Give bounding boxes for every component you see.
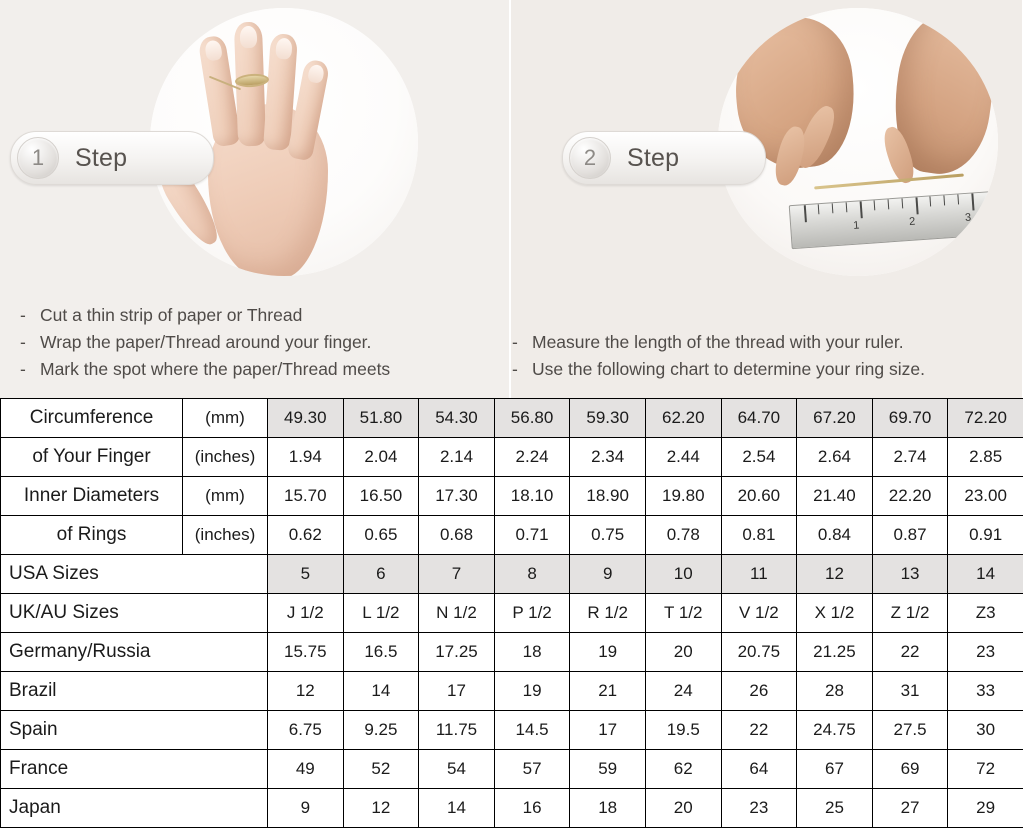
- cell: 19: [494, 672, 570, 711]
- cell: Z3: [948, 594, 1023, 633]
- cell: 19: [570, 633, 646, 672]
- cell: 2.24: [494, 438, 570, 477]
- row-label: Inner Diameters: [1, 477, 183, 516]
- cell: 15.70: [268, 477, 344, 516]
- cell: 33: [948, 672, 1023, 711]
- cell: 23: [948, 633, 1023, 672]
- cell: 20: [645, 789, 721, 828]
- cell: 14: [419, 789, 495, 828]
- cell: 64: [721, 750, 797, 789]
- dash-bullet-icon: -: [20, 357, 40, 382]
- cell: 15.75: [268, 633, 344, 672]
- cell: 16.5: [343, 633, 419, 672]
- instruction-text: Measure the length of the thread with your ruler.: [532, 332, 904, 352]
- cell: 54: [419, 750, 495, 789]
- cell: P 1/2: [494, 594, 570, 633]
- row-label-usa: USA Sizes: [1, 555, 268, 594]
- cell: 14: [343, 672, 419, 711]
- cell: 30: [948, 711, 1023, 750]
- row-unit: (inches): [183, 438, 268, 477]
- table-row: [1, 672, 1023, 711]
- cell: 5: [268, 555, 344, 594]
- cell: 11: [721, 555, 797, 594]
- table-body: [1, 399, 1023, 828]
- row-unit: (inches): [183, 516, 268, 555]
- ruler-number: 1: [853, 219, 860, 231]
- fingernail-icon: [240, 26, 258, 49]
- step-1-instructions: [20, 303, 390, 384]
- cell: 67.20: [797, 399, 873, 438]
- cell: 67: [797, 750, 873, 789]
- cell: 19.5: [645, 711, 721, 750]
- cell: 31: [872, 672, 948, 711]
- cell: 22: [721, 711, 797, 750]
- cell: 2.14: [419, 438, 495, 477]
- cell: 20.60: [721, 477, 797, 516]
- cell: 6: [343, 555, 419, 594]
- instruction-line: [512, 330, 925, 355]
- cell: 56.80: [494, 399, 570, 438]
- instruction-text: Wrap the paper/Thread around your finger.: [40, 332, 371, 352]
- cell: 14.5: [494, 711, 570, 750]
- cell: 16.50: [343, 477, 419, 516]
- cell: 12: [343, 789, 419, 828]
- cell: 13: [872, 555, 948, 594]
- cell: 9: [268, 789, 344, 828]
- ruler-number: 3: [965, 212, 972, 224]
- row-unit: (mm): [183, 399, 268, 438]
- cell: 2.54: [721, 438, 797, 477]
- cell: 16: [494, 789, 570, 828]
- cell: 69: [872, 750, 948, 789]
- step-label-2: Step: [627, 144, 679, 173]
- cell: 51.80: [343, 399, 419, 438]
- cell: 0.62: [268, 516, 344, 555]
- cell: 11.75: [419, 711, 495, 750]
- dash-bullet-icon: -: [20, 330, 40, 355]
- cell: 54.30: [419, 399, 495, 438]
- cell: 9: [570, 555, 646, 594]
- table-row: [1, 555, 1023, 594]
- cell: V 1/2: [721, 594, 797, 633]
- instruction-line: [20, 357, 390, 382]
- step-number-1: 1: [17, 137, 59, 179]
- cell: 57: [494, 750, 570, 789]
- cell: 69.70: [872, 399, 948, 438]
- cell: 27.5: [872, 711, 948, 750]
- row-label-uk-au: UK/AU Sizes: [1, 594, 268, 633]
- cell: 2.44: [645, 438, 721, 477]
- cell: 18: [494, 633, 570, 672]
- cell: 72.20: [948, 399, 1023, 438]
- row-label: Circumference: [1, 399, 183, 438]
- cell: 6.75: [268, 711, 344, 750]
- dash-bullet-icon: -: [512, 357, 532, 382]
- cell: 59: [570, 750, 646, 789]
- cell: 20: [645, 633, 721, 672]
- cell: 21.25: [797, 633, 873, 672]
- step-2-instructions: [512, 330, 925, 384]
- table-row: [1, 789, 1023, 828]
- cell: 12: [797, 555, 873, 594]
- cell: 0.87: [872, 516, 948, 555]
- step-panel-1: [0, 0, 511, 398]
- ring-size-table: [0, 398, 1023, 828]
- fingernail-icon: [306, 63, 324, 84]
- cell: 18.90: [570, 477, 646, 516]
- dash-bullet-icon: -: [20, 303, 40, 328]
- cell: 28: [797, 672, 873, 711]
- cell: 0.84: [797, 516, 873, 555]
- cell: 0.71: [494, 516, 570, 555]
- table-row: [1, 399, 1023, 438]
- cell: 14: [948, 555, 1023, 594]
- row-label-spain: Spain: [1, 711, 268, 750]
- fingernail-icon: [275, 38, 293, 60]
- cell: 2.74: [872, 438, 948, 477]
- cell: 12: [268, 672, 344, 711]
- cell: 0.65: [343, 516, 419, 555]
- cell: 29: [948, 789, 1023, 828]
- cell: R 1/2: [570, 594, 646, 633]
- cell: 20.75: [721, 633, 797, 672]
- table-row: [1, 750, 1023, 789]
- cell: 18: [570, 789, 646, 828]
- steps-section: [0, 0, 1023, 398]
- cell: 23.00: [948, 477, 1023, 516]
- table-row: [1, 711, 1023, 750]
- cell: 22.20: [872, 477, 948, 516]
- cell: 62.20: [645, 399, 721, 438]
- cell: 2.85: [948, 438, 1023, 477]
- table-row: [1, 477, 1023, 516]
- cell: 17: [419, 672, 495, 711]
- cell: 62: [645, 750, 721, 789]
- cell: 21.40: [797, 477, 873, 516]
- row-label-germany-russia: Germany/Russia: [1, 633, 268, 672]
- cell: 0.81: [721, 516, 797, 555]
- cell: 59.30: [570, 399, 646, 438]
- row-label-brazil: Brazil: [1, 672, 268, 711]
- cell: Z 1/2: [872, 594, 948, 633]
- step-number-2: 2: [569, 137, 611, 179]
- instruction-line: [20, 330, 390, 355]
- cell: 17.30: [419, 477, 495, 516]
- cell: 49.30: [268, 399, 344, 438]
- cell: 2.04: [343, 438, 419, 477]
- cell: N 1/2: [419, 594, 495, 633]
- table-row: [1, 633, 1023, 672]
- cell: 72: [948, 750, 1023, 789]
- cell: 0.68: [419, 516, 495, 555]
- cell: 2.64: [797, 438, 873, 477]
- cell: 10: [645, 555, 721, 594]
- cell: J 1/2: [268, 594, 344, 633]
- table-row: [1, 516, 1023, 555]
- cell: 19.80: [645, 477, 721, 516]
- row-unit: (mm): [183, 477, 268, 516]
- cell: 21: [570, 672, 646, 711]
- instruction-line: [512, 357, 925, 382]
- cell: 49: [268, 750, 344, 789]
- table-row: [1, 438, 1023, 477]
- cell: 8: [494, 555, 570, 594]
- instruction-text: Mark the spot where the paper/Thread meets: [40, 359, 390, 379]
- cell: 22: [872, 633, 948, 672]
- table-row: [1, 594, 1023, 633]
- cell: L 1/2: [343, 594, 419, 633]
- cell: 24: [645, 672, 721, 711]
- instruction-text: Cut a thin strip of paper or Thread: [40, 305, 302, 325]
- step-badge-1: [10, 131, 214, 185]
- cell: X 1/2: [797, 594, 873, 633]
- cell: 2.34: [570, 438, 646, 477]
- cell: 0.75: [570, 516, 646, 555]
- cell: 7: [419, 555, 495, 594]
- cell: 23: [721, 789, 797, 828]
- cell: 0.78: [645, 516, 721, 555]
- cell: 9.25: [343, 711, 419, 750]
- cell: 26: [721, 672, 797, 711]
- row-label-france: France: [1, 750, 268, 789]
- row-label: of Your Finger: [1, 438, 183, 477]
- cell: 18.10: [494, 477, 570, 516]
- cell: 17.25: [419, 633, 495, 672]
- step-label-1: Step: [75, 144, 127, 173]
- cell: 1.94: [268, 438, 344, 477]
- cell: 24.75: [797, 711, 873, 750]
- instruction-text: Use the following chart to determine your ring size.: [532, 359, 925, 379]
- cell: T 1/2: [645, 594, 721, 633]
- cell: 64.70: [721, 399, 797, 438]
- row-label-japan: Japan: [1, 789, 268, 828]
- cell: 25: [797, 789, 873, 828]
- instruction-line: [20, 303, 390, 328]
- ruler-number: 2: [909, 216, 916, 228]
- cell: 0.91: [948, 516, 1023, 555]
- cell: 27: [872, 789, 948, 828]
- step-panel-2: [511, 0, 1022, 398]
- step-badge-2: [562, 131, 766, 185]
- fingernail-icon: [204, 39, 223, 61]
- cell: 17: [570, 711, 646, 750]
- dash-bullet-icon: -: [512, 330, 532, 355]
- row-label: of Rings: [1, 516, 183, 555]
- cell: 52: [343, 750, 419, 789]
